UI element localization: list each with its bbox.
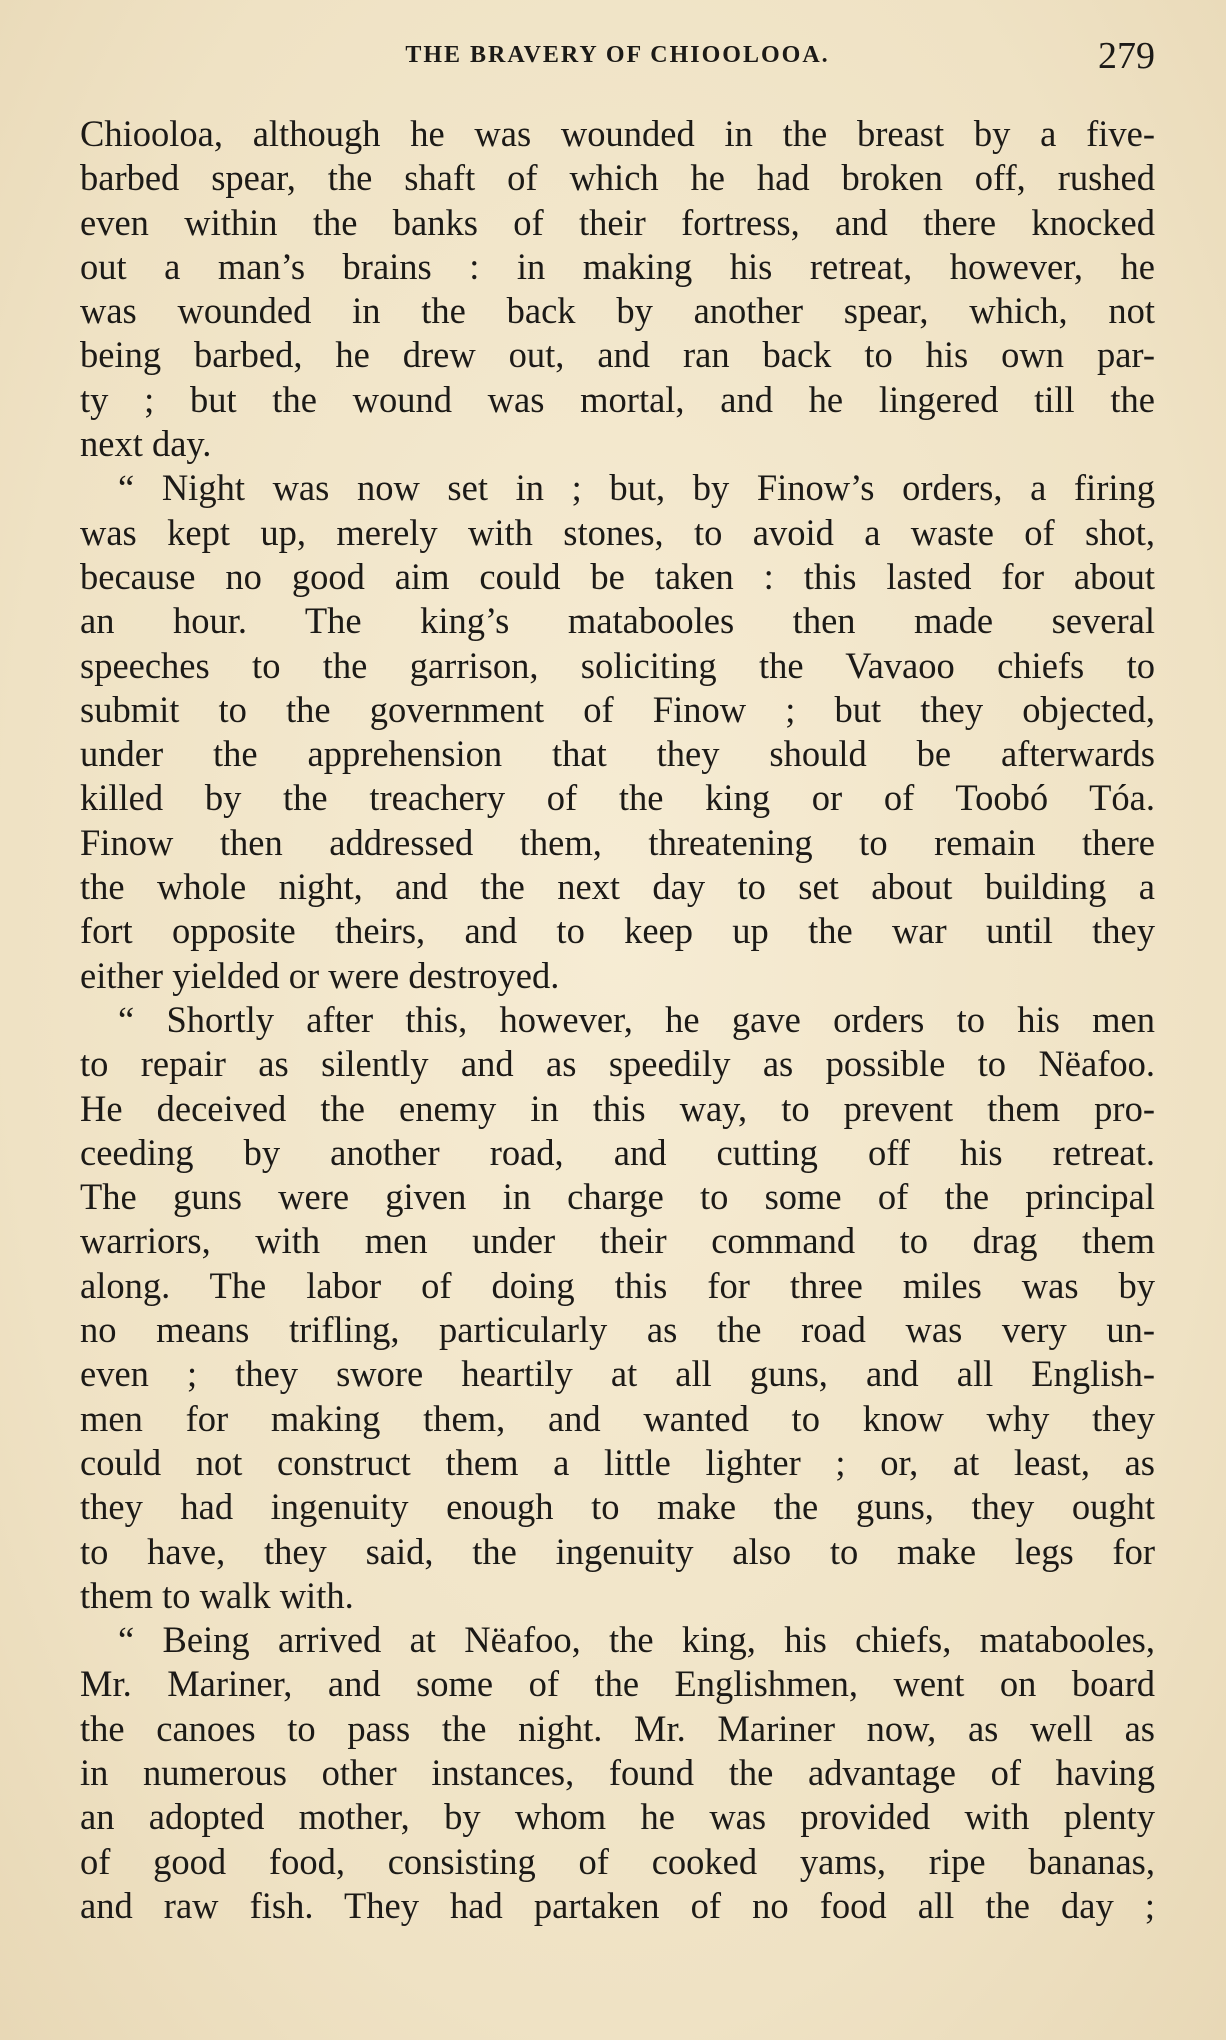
running-title: THE BRAVERY OF CHIOOLOOA. xyxy=(405,42,830,68)
text-line: the canoes to pass the night. Mr. Mariner now, as well as xyxy=(80,1707,1155,1749)
text-line: under the apprehension that they should be afterwards xyxy=(80,733,1155,775)
text-line: Chiooloa, although he was wounded in the breast by a five- xyxy=(80,113,1155,154)
paragraph xyxy=(80,466,1155,998)
paragraph xyxy=(80,112,1155,466)
text-line: no means trifling, particularly as the road was very un- xyxy=(80,1309,1155,1351)
text-line: to have, they said, the ingenuity also to make legs for xyxy=(80,1530,1155,1572)
text-line: being barbed, he drew out, and ran back to his own par- xyxy=(80,334,1155,376)
text-line: them to walk with. xyxy=(80,1574,354,1616)
text-line: “ Being arrived at Nëafoo, the king, his chiefs, matabooles, xyxy=(118,1619,1155,1661)
paragraph xyxy=(80,1618,1155,1928)
text-line: they had ingenuity enough to make the guns, they ought xyxy=(80,1486,1155,1528)
text-line: the whole night, and the next day to set about building a xyxy=(80,866,1155,908)
text-line: ceeding by another road, and cutting off his retreat. xyxy=(80,1131,1155,1173)
text-line: even within the banks of their fortress, and there knocked xyxy=(80,201,1155,243)
text-line: and raw fish. They had partaken of no food all the day ; xyxy=(80,1884,1155,1926)
text-line: fort opposite theirs, and to keep up the war until they xyxy=(80,910,1155,952)
text-line: was kept up, merely with stones, to avoid a waste of shot, xyxy=(80,511,1155,553)
page-number: 279 xyxy=(1098,35,1155,77)
paragraph xyxy=(80,998,1155,1618)
text-line: could not construct them a little lighter ; or, at least, as xyxy=(80,1441,1155,1483)
text-line: He deceived the enemy in this way, to prevent them pro- xyxy=(80,1087,1155,1129)
text-line: Mr. Mariner, and some of the Englishmen, went on board xyxy=(80,1663,1155,1705)
text-line: to repair as silently and as speedily as possible to Nëafoo. xyxy=(80,1043,1155,1085)
text-line: out a man’s brains : in making his retreat, however, he xyxy=(80,245,1155,287)
text-line: “ Night was now set in ; but, by Finow’s orders, a firing xyxy=(118,467,1155,509)
text-line: an hour. The king’s matabooles then made several xyxy=(80,600,1155,642)
text-line: men for making them, and wanted to know why they xyxy=(80,1397,1155,1439)
text-line: next day. xyxy=(80,423,212,465)
text-line: even ; they swore heartily at all guns, and all English- xyxy=(80,1353,1155,1395)
text-line: speeches to the garrison, soliciting the Vavaoo chiefs to xyxy=(80,644,1155,686)
text-line: “ Shortly after this, however, he gave orders to his men xyxy=(118,998,1155,1040)
text-line: was wounded in the back by another spear, which, not xyxy=(80,290,1155,332)
text-line: because no good aim could be taken : this lasted for about xyxy=(80,555,1155,597)
text-line: of good food, consisting of cooked yams, ripe bananas, xyxy=(80,1840,1155,1882)
text-line: killed by the treachery of the king or of Toobó Tóa. xyxy=(80,777,1155,819)
running-head xyxy=(80,36,1155,76)
text-line: either yielded or were destroyed. xyxy=(80,954,560,996)
text-line: an adopted mother, by whom he was provided with plenty xyxy=(80,1796,1155,1838)
text-line: in numerous other instances, found the advantage of having xyxy=(80,1751,1155,1793)
text-line: ty ; but the wound was mortal, and he lingered till the xyxy=(80,378,1155,420)
text-line: barbed spear, the shaft of which he had broken off, rushed xyxy=(80,157,1155,199)
text-line: submit to the government of Finow ; but they objected, xyxy=(80,688,1155,730)
text-line: warriors, with men under their command to drag them xyxy=(80,1220,1155,1262)
text-line: along. The labor of doing this for three miles was by xyxy=(80,1264,1155,1306)
text-line: The guns were given in charge to some of the principal xyxy=(80,1176,1155,1218)
body-text xyxy=(80,112,1155,1928)
text-line: Finow then addressed them, threatening to remain there xyxy=(80,821,1155,863)
